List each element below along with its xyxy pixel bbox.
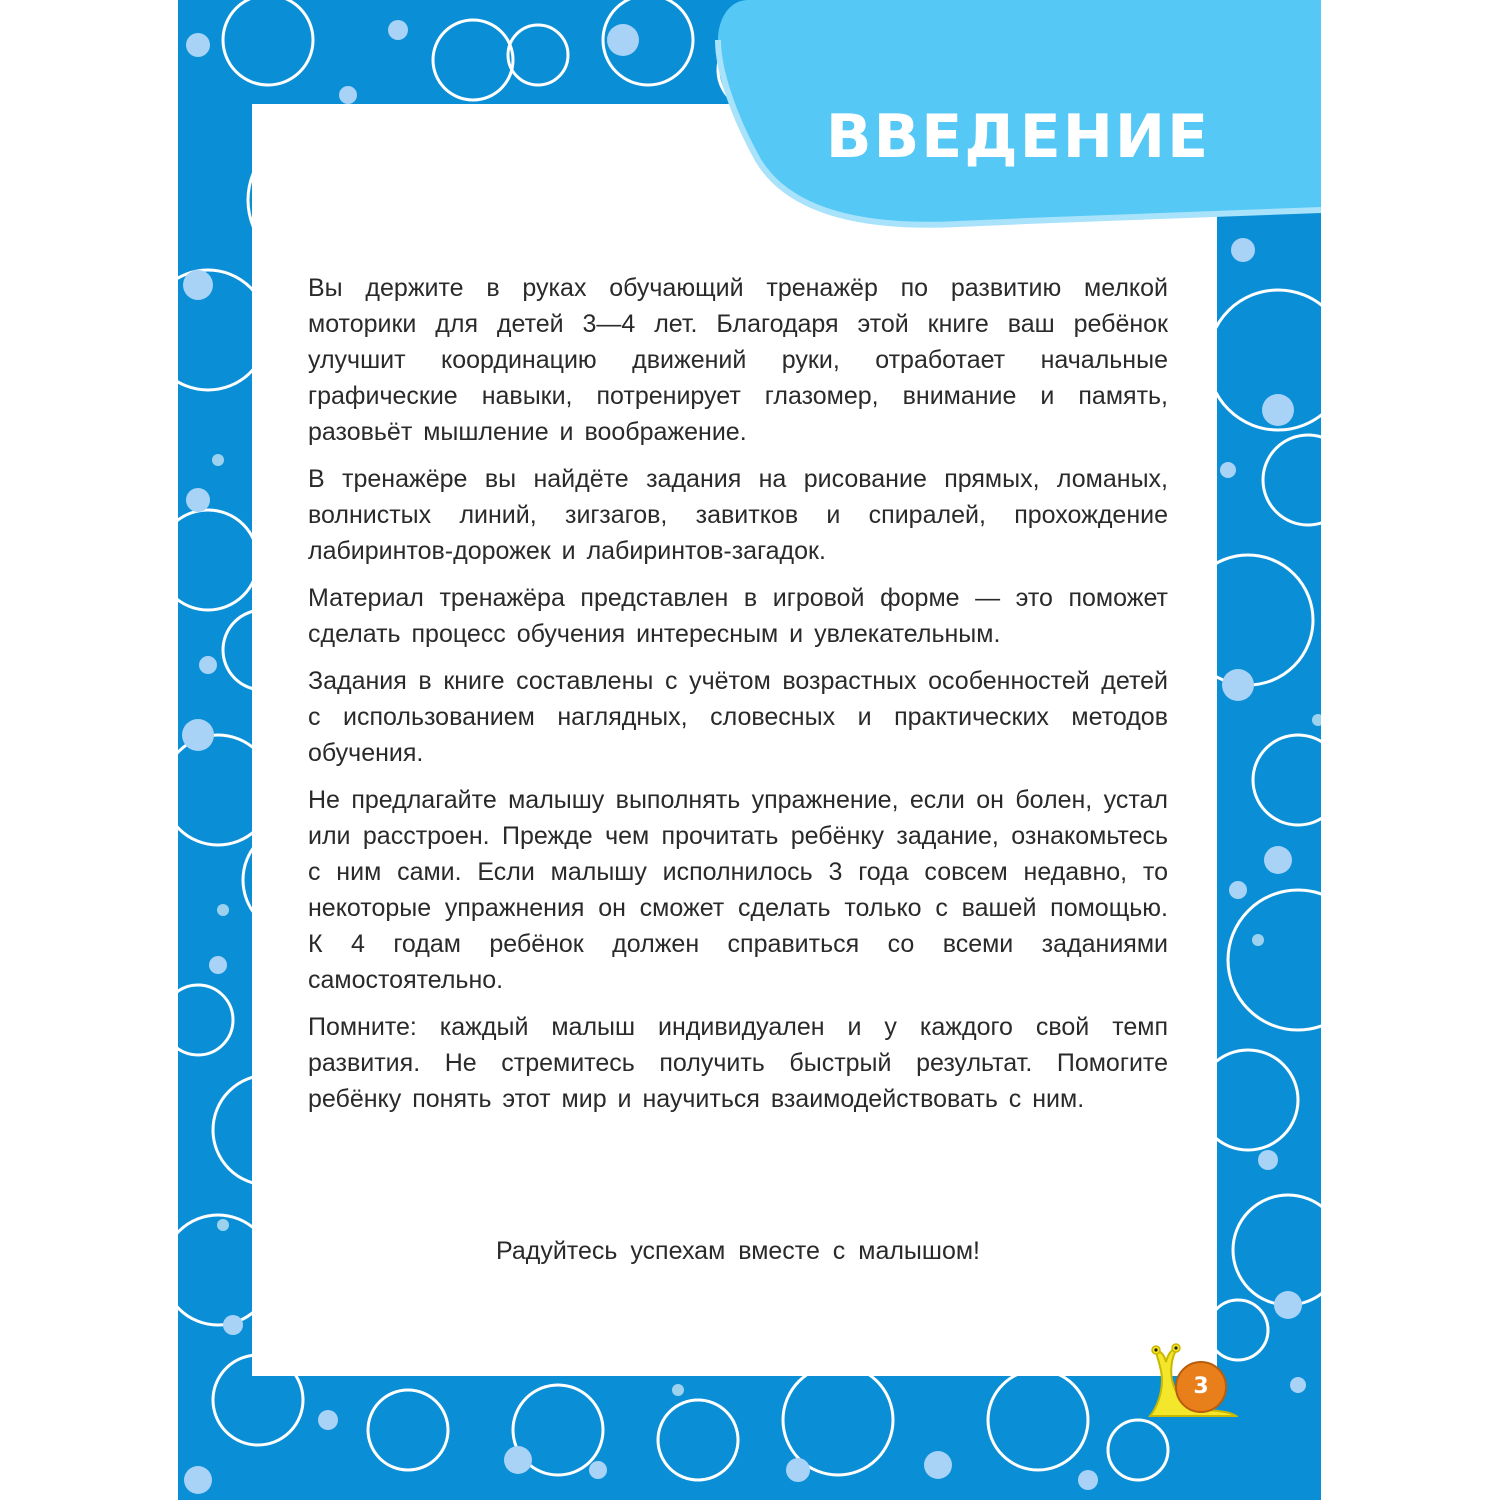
- paragraph-2: В тренажёре вы найдёте задания на рисование прямых, ломаных, волнистых линий, зигзагов, завитков и спиралей, прохождение лабиринтов-дорожек и лабиринтов-загадок.: [308, 465, 1168, 565]
- intro-text: [308, 270, 1168, 1128]
- closing-line: Радуйтесь успехам вместе с малышом!: [495, 1237, 980, 1265]
- paragraph-5: Не предлагайте малышу выполнять упражнение, если он болен, устал или расстроен. Прежде чем прочитать ребёнку задание, ознакомьтесь с ним сами. Если малышу исполнилось 3 года совсем недавно, то некоторые упражнения он сможет сделать только с вашей помощью. К 4 годам ребёнок должен справиться со всеми заданиями самостоятельно.: [308, 786, 1168, 994]
- title-container: [708, 0, 1321, 232]
- paragraph-1: Вы держите в руках обучающий тренажёр по развитию мелкой моторики для детей 3—4 лет. Благодаря этой книге ваш ребёнок улучшит координацию движений руки, отработает начальные графические навыки, потренирует глазомер, внимание и память, разовьёт мышление и воображение.: [308, 274, 1168, 446]
- page-title: ВВЕДЕНИЕ: [825, 102, 1211, 172]
- paragraph-3: Материал тренажёра представлен в игровой форме — это поможет сделать процесс обучения интересным и увлекательным.: [308, 584, 1168, 648]
- paragraph-6: Помните: каждый малыш индивидуален и у каждого свой темп развития. Не стремитесь получить быстрый результат. Помогите ребёнку понять этот мир и научиться взаимодействовать с ним.: [308, 1013, 1168, 1113]
- page-number: 3: [1193, 1374, 1209, 1399]
- book-page: [178, 0, 1321, 1500]
- paragraph-4: Задания в книге составлены с учётом возрастных особенностей детей с использованием наглядных, словесных и практических методов обучения.: [308, 667, 1168, 767]
